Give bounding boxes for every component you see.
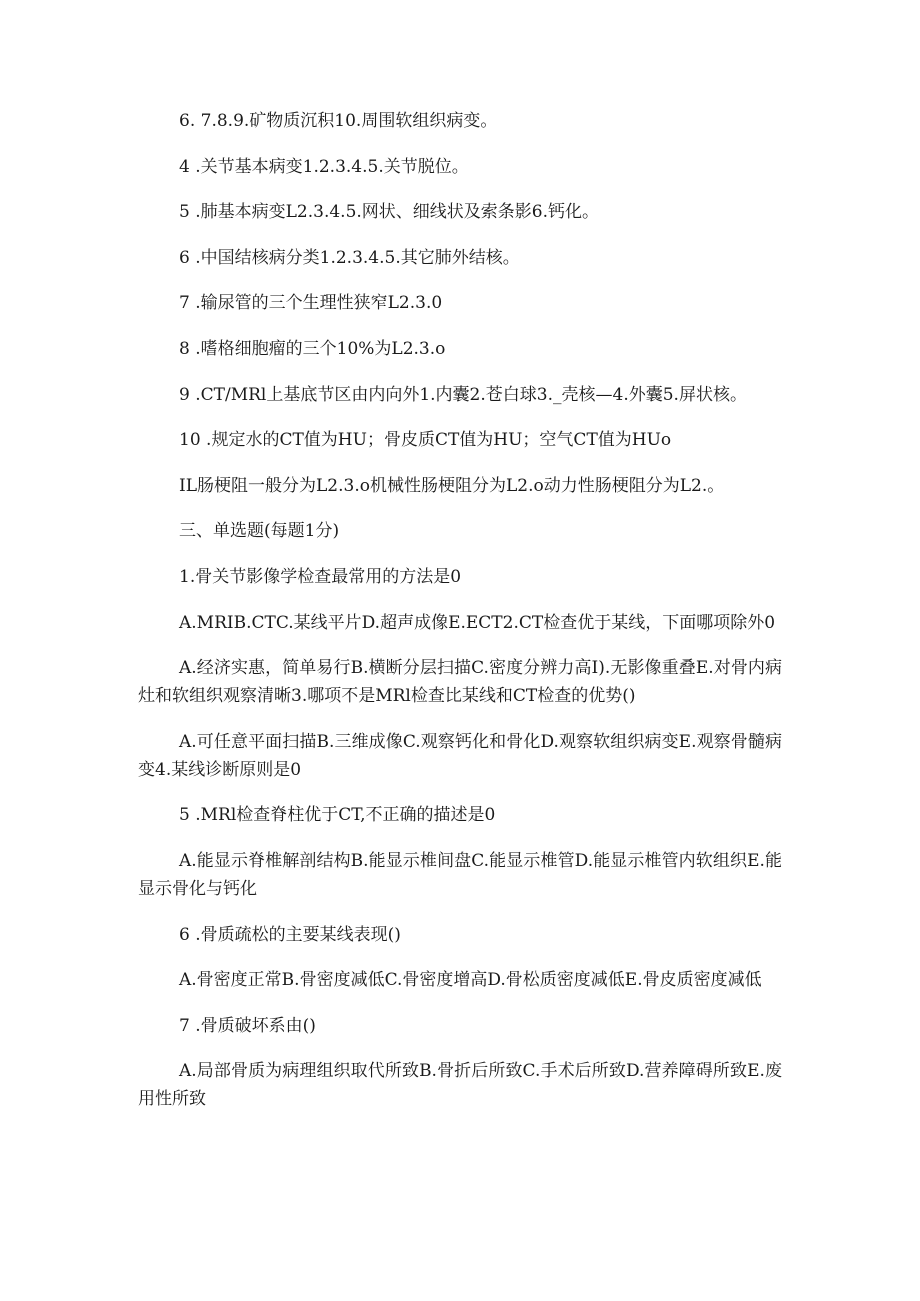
paragraph-line: IL肠梗阻一般分为L2.3.o机械性肠梗阻分为L2.o动力性肠梗阻分为L2.。 (179, 475, 725, 496)
paragraph-line: 7 .输尿管的三个生理性狭窄L2.3.0 (179, 293, 443, 314)
question: 5 .MRl检查脊柱优于CT,不正确的描述是0 (179, 805, 496, 826)
paragraph-line: 6 .中国结核病分类1.2.3.4.5.其它肺外结核。 (179, 247, 520, 268)
paragraph-line: 8 .嗜格细胞瘤的三个10%为L2.3.o (179, 338, 446, 359)
answer-options: A.骨密度正常B.骨密度减低C.骨密度增高D.骨松质密度减低E.骨皮质密度减低 (179, 970, 762, 991)
paragraph-line: 10 .规定水的CT值为HU；骨皮质CT值为HU；空气CT值为HUo (179, 430, 672, 451)
paragraph-line: 4 .关节基本病变1.2.3.4.5.关节脱位。 (179, 156, 469, 177)
paragraph-line: 9 .CT/MRl上基底节区由内向外1.内囊2.苍白球3._壳核—4.外囊5.屏状核。 (179, 384, 747, 405)
paragraph-line: 6. 7.8.9.矿物质沉积10.周围软组织病变。 (179, 111, 498, 131)
answer-options: A.局部骨质为病理组织取代所致B.骨折后所致C.手术后所致D.营养障碍所致E.废用性所致 (138, 1061, 782, 1110)
answer-options: A.可任意平面扫描B.三维成像C.观察钙化和骨化D.观察软组织病变E.观察骨髓病变4.某线诊断原则是0 (138, 731, 782, 780)
question: 1.骨关节影像学检查最常用的方法是0 (179, 566, 462, 587)
section-heading: 三、单选题(每题1分) (179, 521, 340, 542)
answer-options: A.经济实惠，简单易行B.横断分层扫描C.密度分辨力高I).无影像重叠E.对骨内病灶和软组织观察清晰3.哪项不是MRl检查比某线和CT检查的优势() (138, 658, 782, 707)
answer-options: A.能显示脊椎解剖结构B.能显示椎间盘C.能显示椎管D.能显示椎管内软组织E.能显示骨化与钙化 (138, 850, 782, 899)
question: 6 .骨质疏松的主要某线表现() (179, 924, 401, 945)
question: 7 .骨质破坏系由() (179, 1015, 316, 1036)
answer-options: A.MRIB.CTC.某线平片D.超声成像E.ECT2.CT检查优于某线，下面哪项除外0 (179, 612, 776, 633)
paragraph-line: 5 .肺基本病变L2.3.4.5.网状、细线状及索条影6.钙化。 (179, 202, 600, 223)
